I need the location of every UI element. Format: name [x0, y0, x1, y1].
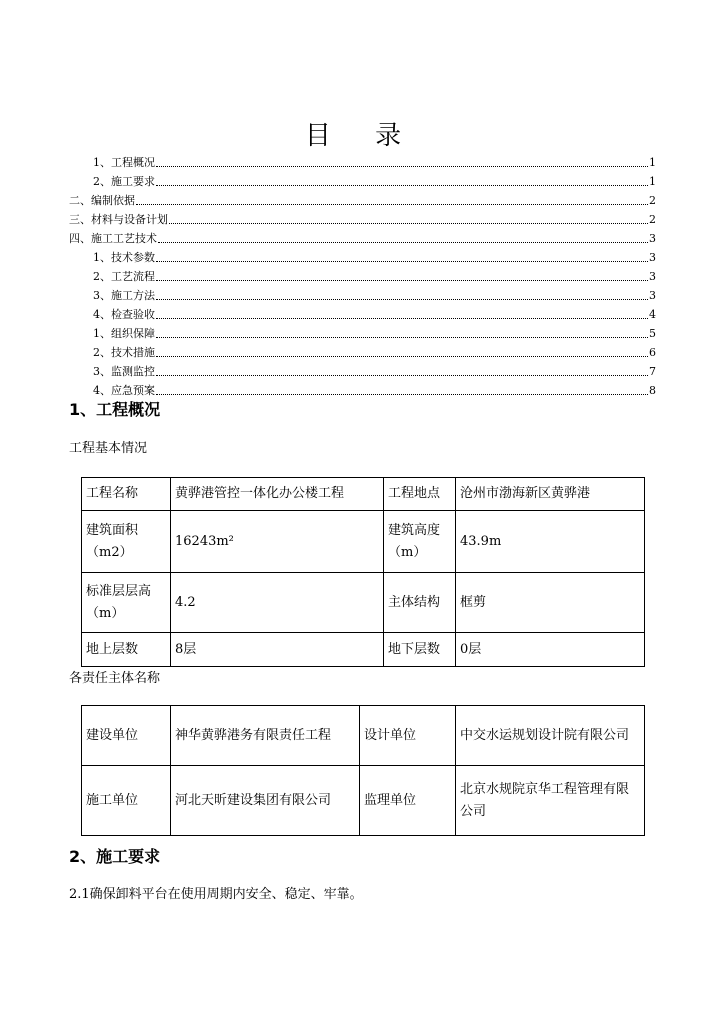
- table-cell-value: 4.2: [171, 573, 384, 633]
- toc-leader: [156, 166, 648, 167]
- toc-entry-label: 三、材料与设备计划: [69, 213, 168, 226]
- table-row: [82, 766, 645, 836]
- requirement-text: 2.1确保卸料平台在使用周期内安全、稳定、牢靠。: [69, 887, 363, 902]
- table-row: [82, 633, 645, 667]
- table-row: [82, 478, 645, 511]
- table-cell-value: 神华黄骅港务有限责任工程: [171, 706, 360, 766]
- table-cell-key: 主体结构: [384, 573, 456, 633]
- toc-entry-label: 3、施工方法: [93, 289, 155, 302]
- section-heading-project-overview: 1、工程概况: [69, 400, 161, 419]
- table-cell-value: 沧州市渤海新区黄骅港: [456, 478, 645, 511]
- toc-entry[interactable]: [69, 230, 656, 248]
- toc-entry-label: 4、检查验收: [93, 308, 155, 321]
- table-cell-value: 16243m²: [171, 511, 384, 573]
- toc-entry-page: 3: [649, 270, 656, 283]
- toc-entry[interactable]: [93, 382, 656, 400]
- project-basic-info-table: [81, 477, 645, 667]
- toc-entry-label: 1、工程概况: [93, 156, 155, 169]
- table-cell-key: 施工单位: [82, 766, 171, 836]
- toc-entry[interactable]: [93, 344, 656, 362]
- toc-entry-page: 8: [649, 384, 656, 397]
- toc-leader: [136, 204, 648, 205]
- table-row: [82, 706, 645, 766]
- table-cell-value: 0层: [456, 633, 645, 667]
- toc-leader: [156, 261, 648, 262]
- toc-leader: [156, 318, 648, 319]
- toc-leader: [156, 375, 648, 376]
- toc-entry-page: 7: [649, 365, 656, 378]
- table-cell-value: 黄骅港管控一体化办公楼工程: [171, 478, 384, 511]
- table-row: [82, 573, 645, 633]
- toc-entry[interactable]: [93, 325, 656, 343]
- table-cell-key: 监理单位: [360, 766, 456, 836]
- toc-entry-label: 2、施工要求: [93, 175, 155, 188]
- table-cell-value: 8层: [171, 633, 384, 667]
- basic-info-caption: 工程基本情况: [69, 441, 148, 456]
- responsible-parties-table: [81, 705, 645, 836]
- toc-entry-page: 6: [649, 346, 656, 359]
- toc-entry[interactable]: [93, 287, 656, 305]
- toc-entry-page: 1: [649, 156, 656, 169]
- toc-entry-label: 1、组织保障: [93, 327, 155, 340]
- toc-entry-page: 2: [649, 213, 656, 226]
- toc-entry-label: 1、技术参数: [93, 251, 155, 264]
- toc-entry-page: 4: [649, 308, 656, 321]
- table-cell-key: 工程地点: [384, 478, 456, 511]
- toc-entry-label: 4、应急预案: [93, 384, 155, 397]
- toc-leader: [169, 223, 648, 224]
- table-cell-value: 北京水规院京华工程管理有限公司: [456, 766, 645, 836]
- toc-entry[interactable]: [93, 173, 656, 191]
- table-cell-key: 建筑面积（m2）: [82, 511, 171, 573]
- toc-leader: [156, 280, 648, 281]
- toc-leader: [156, 394, 648, 395]
- toc-leader: [158, 242, 648, 243]
- toc-entry[interactable]: [93, 268, 656, 286]
- toc-leader: [156, 185, 648, 186]
- table-cell-key: 地下层数: [384, 633, 456, 667]
- toc-entry-label: 二、编制依据: [69, 194, 135, 207]
- toc-entry-page: 1: [649, 175, 656, 188]
- toc-entry[interactable]: [93, 363, 656, 381]
- table-cell-key: 地上层数: [82, 633, 171, 667]
- toc-entry[interactable]: [93, 306, 656, 324]
- toc-leader: [156, 299, 648, 300]
- toc-entry-label: 四、施工工艺技术: [69, 232, 157, 245]
- section-heading-construction-requirements: 2、施工要求: [69, 847, 161, 866]
- toc-entry-page: 3: [649, 289, 656, 302]
- toc-entry[interactable]: [69, 211, 656, 229]
- table-cell-value: 中交水运规划设计院有限公司: [456, 706, 645, 766]
- table-row: [82, 511, 645, 573]
- table-cell-key: 设计单位: [360, 706, 456, 766]
- toc-entry[interactable]: [93, 154, 656, 172]
- toc-entry[interactable]: [93, 249, 656, 267]
- table-cell-key: 工程名称: [82, 478, 171, 511]
- toc-entry[interactable]: [69, 192, 656, 210]
- toc-entry-page: 2: [649, 194, 656, 207]
- toc-entry-label: 3、监测监控: [93, 365, 155, 378]
- table-cell-key: 建设单位: [82, 706, 171, 766]
- toc-leader: [156, 337, 648, 338]
- toc-entry-page: 5: [649, 327, 656, 340]
- toc-leader: [156, 356, 648, 357]
- toc-entry-label: 2、技术措施: [93, 346, 155, 359]
- toc-entry-page: 3: [649, 232, 656, 245]
- parties-caption: 各责任主体名称: [69, 671, 161, 686]
- table-cell-value: 河北天昕建设集团有限公司: [171, 766, 360, 836]
- table-cell-value: 框剪: [456, 573, 645, 633]
- toc-entry-page: 3: [649, 251, 656, 264]
- table-cell-key: 标准层层高（m）: [82, 573, 171, 633]
- toc-title: 目 录: [304, 121, 420, 151]
- table-cell-key: 建筑高度（m）: [384, 511, 456, 573]
- table-cell-value: 43.9m: [456, 511, 645, 573]
- toc-entry-label: 2、工艺流程: [93, 270, 155, 283]
